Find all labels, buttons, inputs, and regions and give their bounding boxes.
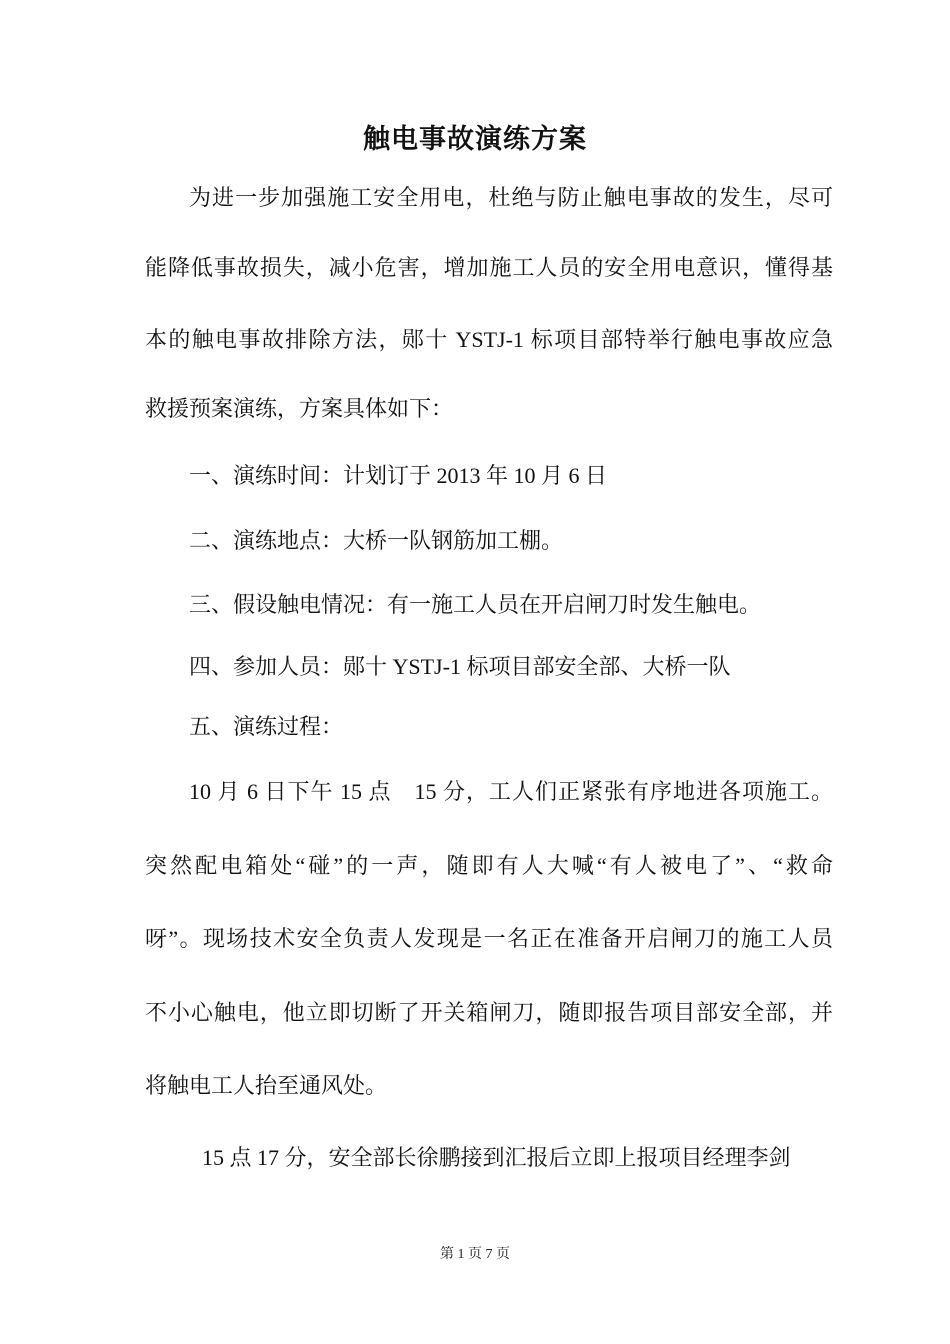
page-number-footer: 第 1 页 7 页 <box>440 1247 510 1262</box>
list-item-place: 二、演练地点：大桥一队钢筋加工棚。 <box>189 528 564 553</box>
list-item-participants: 四、参加人员：郧十 YSTJ-1 标项目部安全部、大桥一队 <box>189 654 731 679</box>
process-line-2: 突然配电箱处“碰”的一声，随即有人大喊“有人被电了”、“救命 <box>145 853 833 878</box>
intro-line-1: 为进一步加强施工安全用电，杜绝与防止触电事故的发生，尽可 <box>189 185 833 210</box>
intro-line-3: 本的触电事故排除方法，郧十 YSTJ-1 标项目部特举行触电事故应急 <box>145 327 833 352</box>
process-line-5: 将触电工人抬至通风处。 <box>145 1073 388 1098</box>
process-line-4: 不小心触电，他立即切断了开关箱闸刀，随即报告项目部安全部，并 <box>145 1000 833 1025</box>
list-item-process: 五、演练过程： <box>189 714 344 739</box>
list-item-time: 一、演练时间：计划订于 2013 年 10 月 6 日 <box>189 463 608 488</box>
document-title: 触电事故演练方案 <box>363 124 587 154</box>
process-line-6: 15 点 17 分，安全部长徐鹏接到汇报后立即上报项目经理李剑 <box>202 1145 791 1170</box>
process-line-1: 10 月 6 日下午 15 点 15 分，工人们正紧张有序地进各项施工。 <box>189 779 833 804</box>
list-item-scenario: 三、假设触电情况：有一施工人员在开启闸刀时发生触电。 <box>189 592 762 617</box>
process-line-3: 呀”。现场技术安全负责人发现是一名正在准备开启闸刀的施工人员 <box>145 926 833 951</box>
intro-line-2: 能降低事故损失，减小危害，增加施工人员的安全用电意识，懂得基 <box>145 255 833 280</box>
intro-line-4: 救援预案演练，方案具体如下： <box>145 396 454 421</box>
